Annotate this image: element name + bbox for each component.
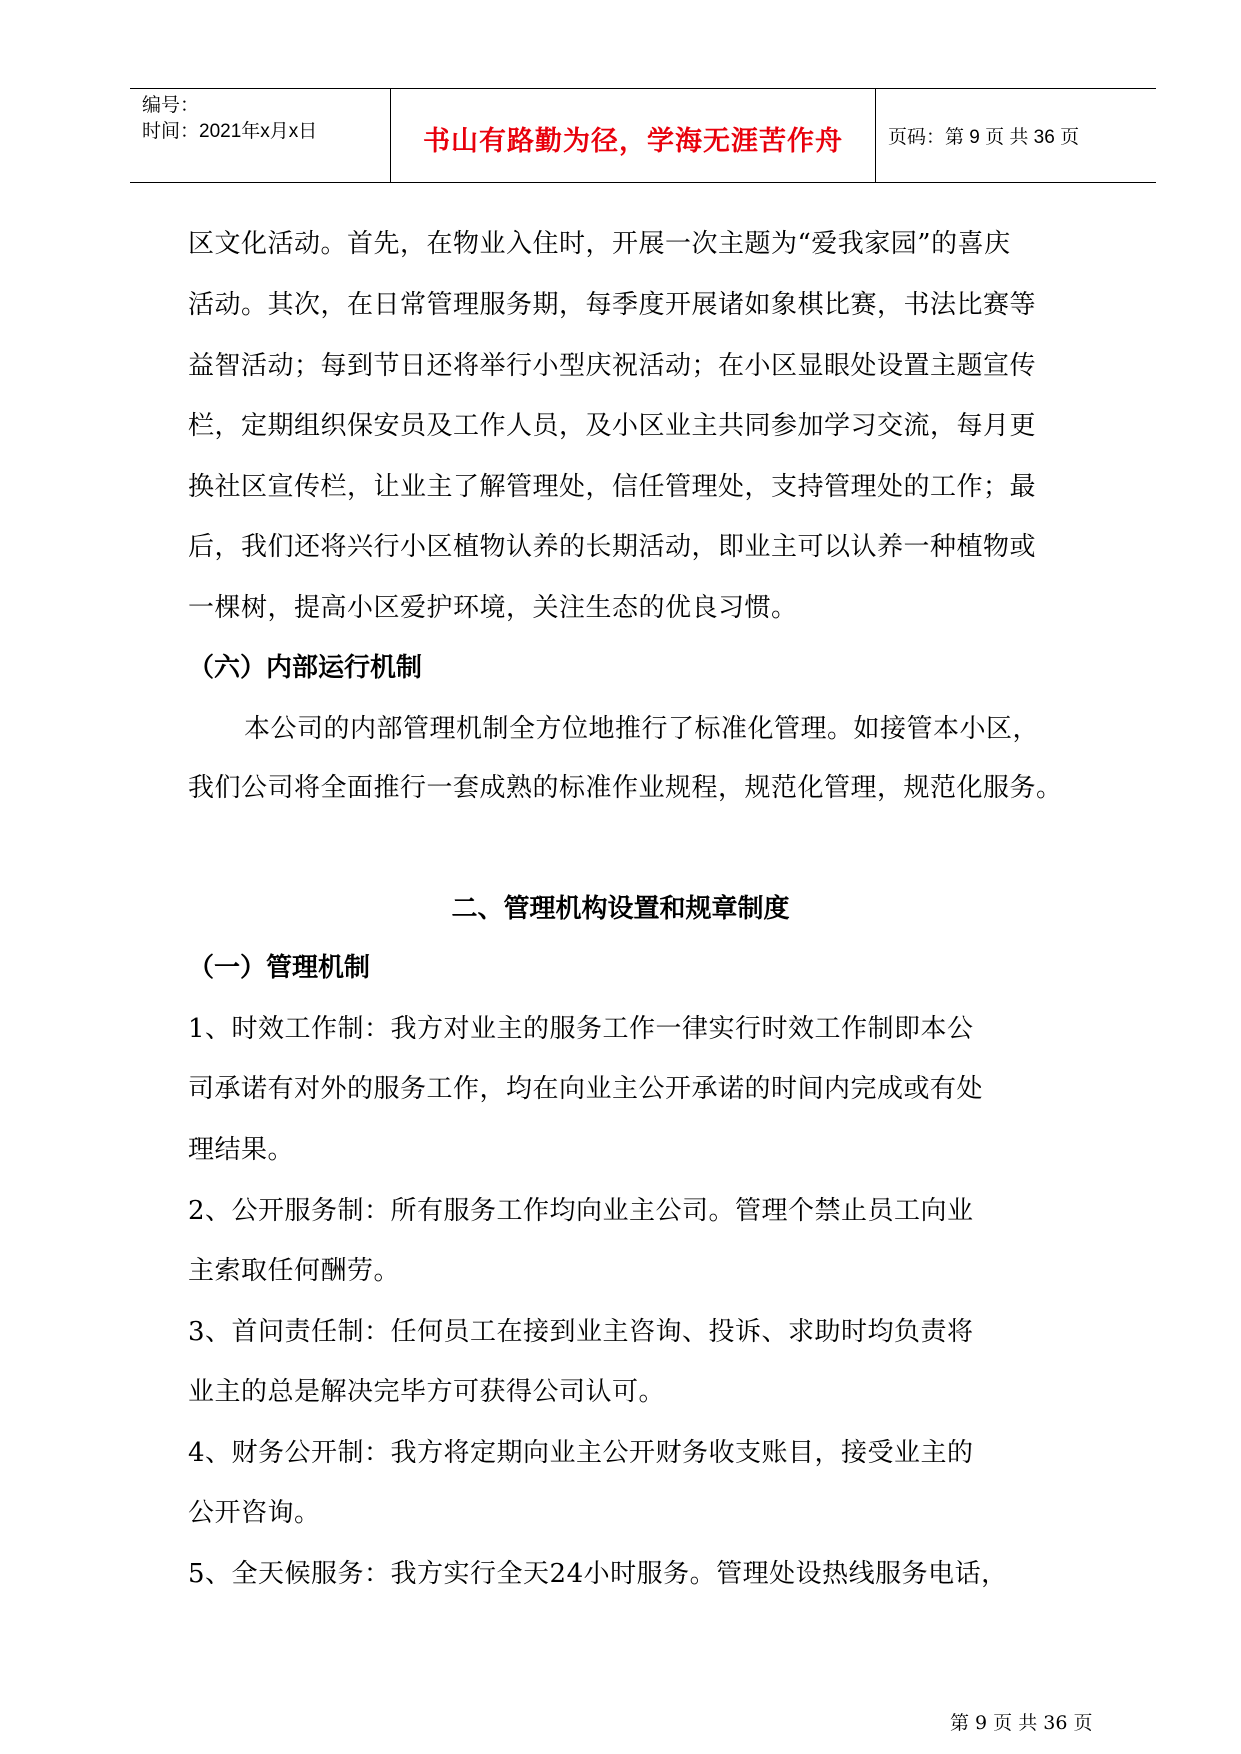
list-line: 理结果。 xyxy=(188,1135,295,1165)
section-title: 二、管理机构设置和规章制度 xyxy=(451,894,790,924)
body-line: 一棵树，提高小区爱护环境，关注生态的优良习惯。 xyxy=(188,593,798,623)
header-motto: 书山有路勤为径，学海无涯苦作舟 xyxy=(423,126,843,157)
subheading-internal-mechanism: （六）内部运行机制 xyxy=(188,653,423,683)
list-line: 主索取任何酬劳。 xyxy=(188,1256,401,1286)
body-line: 区文化活动。首先，在物业入住时，开展一次主题为“爱我家园”的喜庆 xyxy=(188,229,1011,259)
list-line: 5、全天候服务：我方实行全天24小时服务。管理处设热线服务电话， xyxy=(188,1559,1008,1589)
body-line: 栏，定期组织保安员及工作人员，及小区业主共同参加学习交流，每月更 xyxy=(188,411,1037,441)
list-line: 司承诺有对外的服务工作，均在向业主公开承诺的时间内完成或有处 xyxy=(188,1074,984,1104)
header-meta-cell xyxy=(130,89,390,182)
page-header xyxy=(130,88,1156,183)
list-line: 2、公开服务制：所有服务工作均向业主公司。管理个禁止员工向业 xyxy=(188,1196,974,1226)
body-line: 我们公司将全面推行一套成熟的标准作业规程，规范化管理，规范化服务。 xyxy=(188,773,1063,803)
list-line: 1、时效工作制：我方对业主的服务工作一律实行时效工作制即本公 xyxy=(188,1014,974,1044)
list-line: 公开咨询。 xyxy=(188,1498,321,1528)
list-line: 3、首问责任制：任何员工在接到业主咨询、投诉、求助时均负责将 xyxy=(188,1317,974,1347)
subheading-management-mechanism: （一）管理机制 xyxy=(188,953,371,983)
body-line: 换社区宣传栏，让业主了解管理处，信任管理处，支持管理处的工作；最 xyxy=(188,472,1037,502)
header-motto-cell xyxy=(390,89,876,182)
header-page-info: 页码：第 9 页 共 36 页 xyxy=(888,127,1080,148)
body-line: 益智活动；每到节日还将举行小型庆祝活动；在小区显眼处设置主题宣传 xyxy=(188,351,1037,381)
document-date-label: 时间：2021年x月x日 xyxy=(142,121,318,142)
list-line: 4、财务公开制：我方将定期向业主公开财务收支账目，接受业主的 xyxy=(188,1438,974,1468)
body-line: 活动。其次，在日常管理服务期，每季度开展诸如象棋比赛，书法比赛等 xyxy=(188,290,1037,320)
body-line: 本公司的内部管理机制全方位地推行了标准化管理。如接管本小区， xyxy=(244,714,1040,744)
document-number-label: 编号： xyxy=(142,95,200,116)
body-line: 后，我们还将兴行小区植物认养的长期活动，即业主可以认养一种植物或 xyxy=(188,532,1037,562)
header-page-cell xyxy=(876,89,1156,182)
list-line: 业主的总是解决完毕方可获得公司认可。 xyxy=(188,1377,666,1407)
footer-page-info: 第 9 页 共 36 页 xyxy=(950,1712,1093,1734)
